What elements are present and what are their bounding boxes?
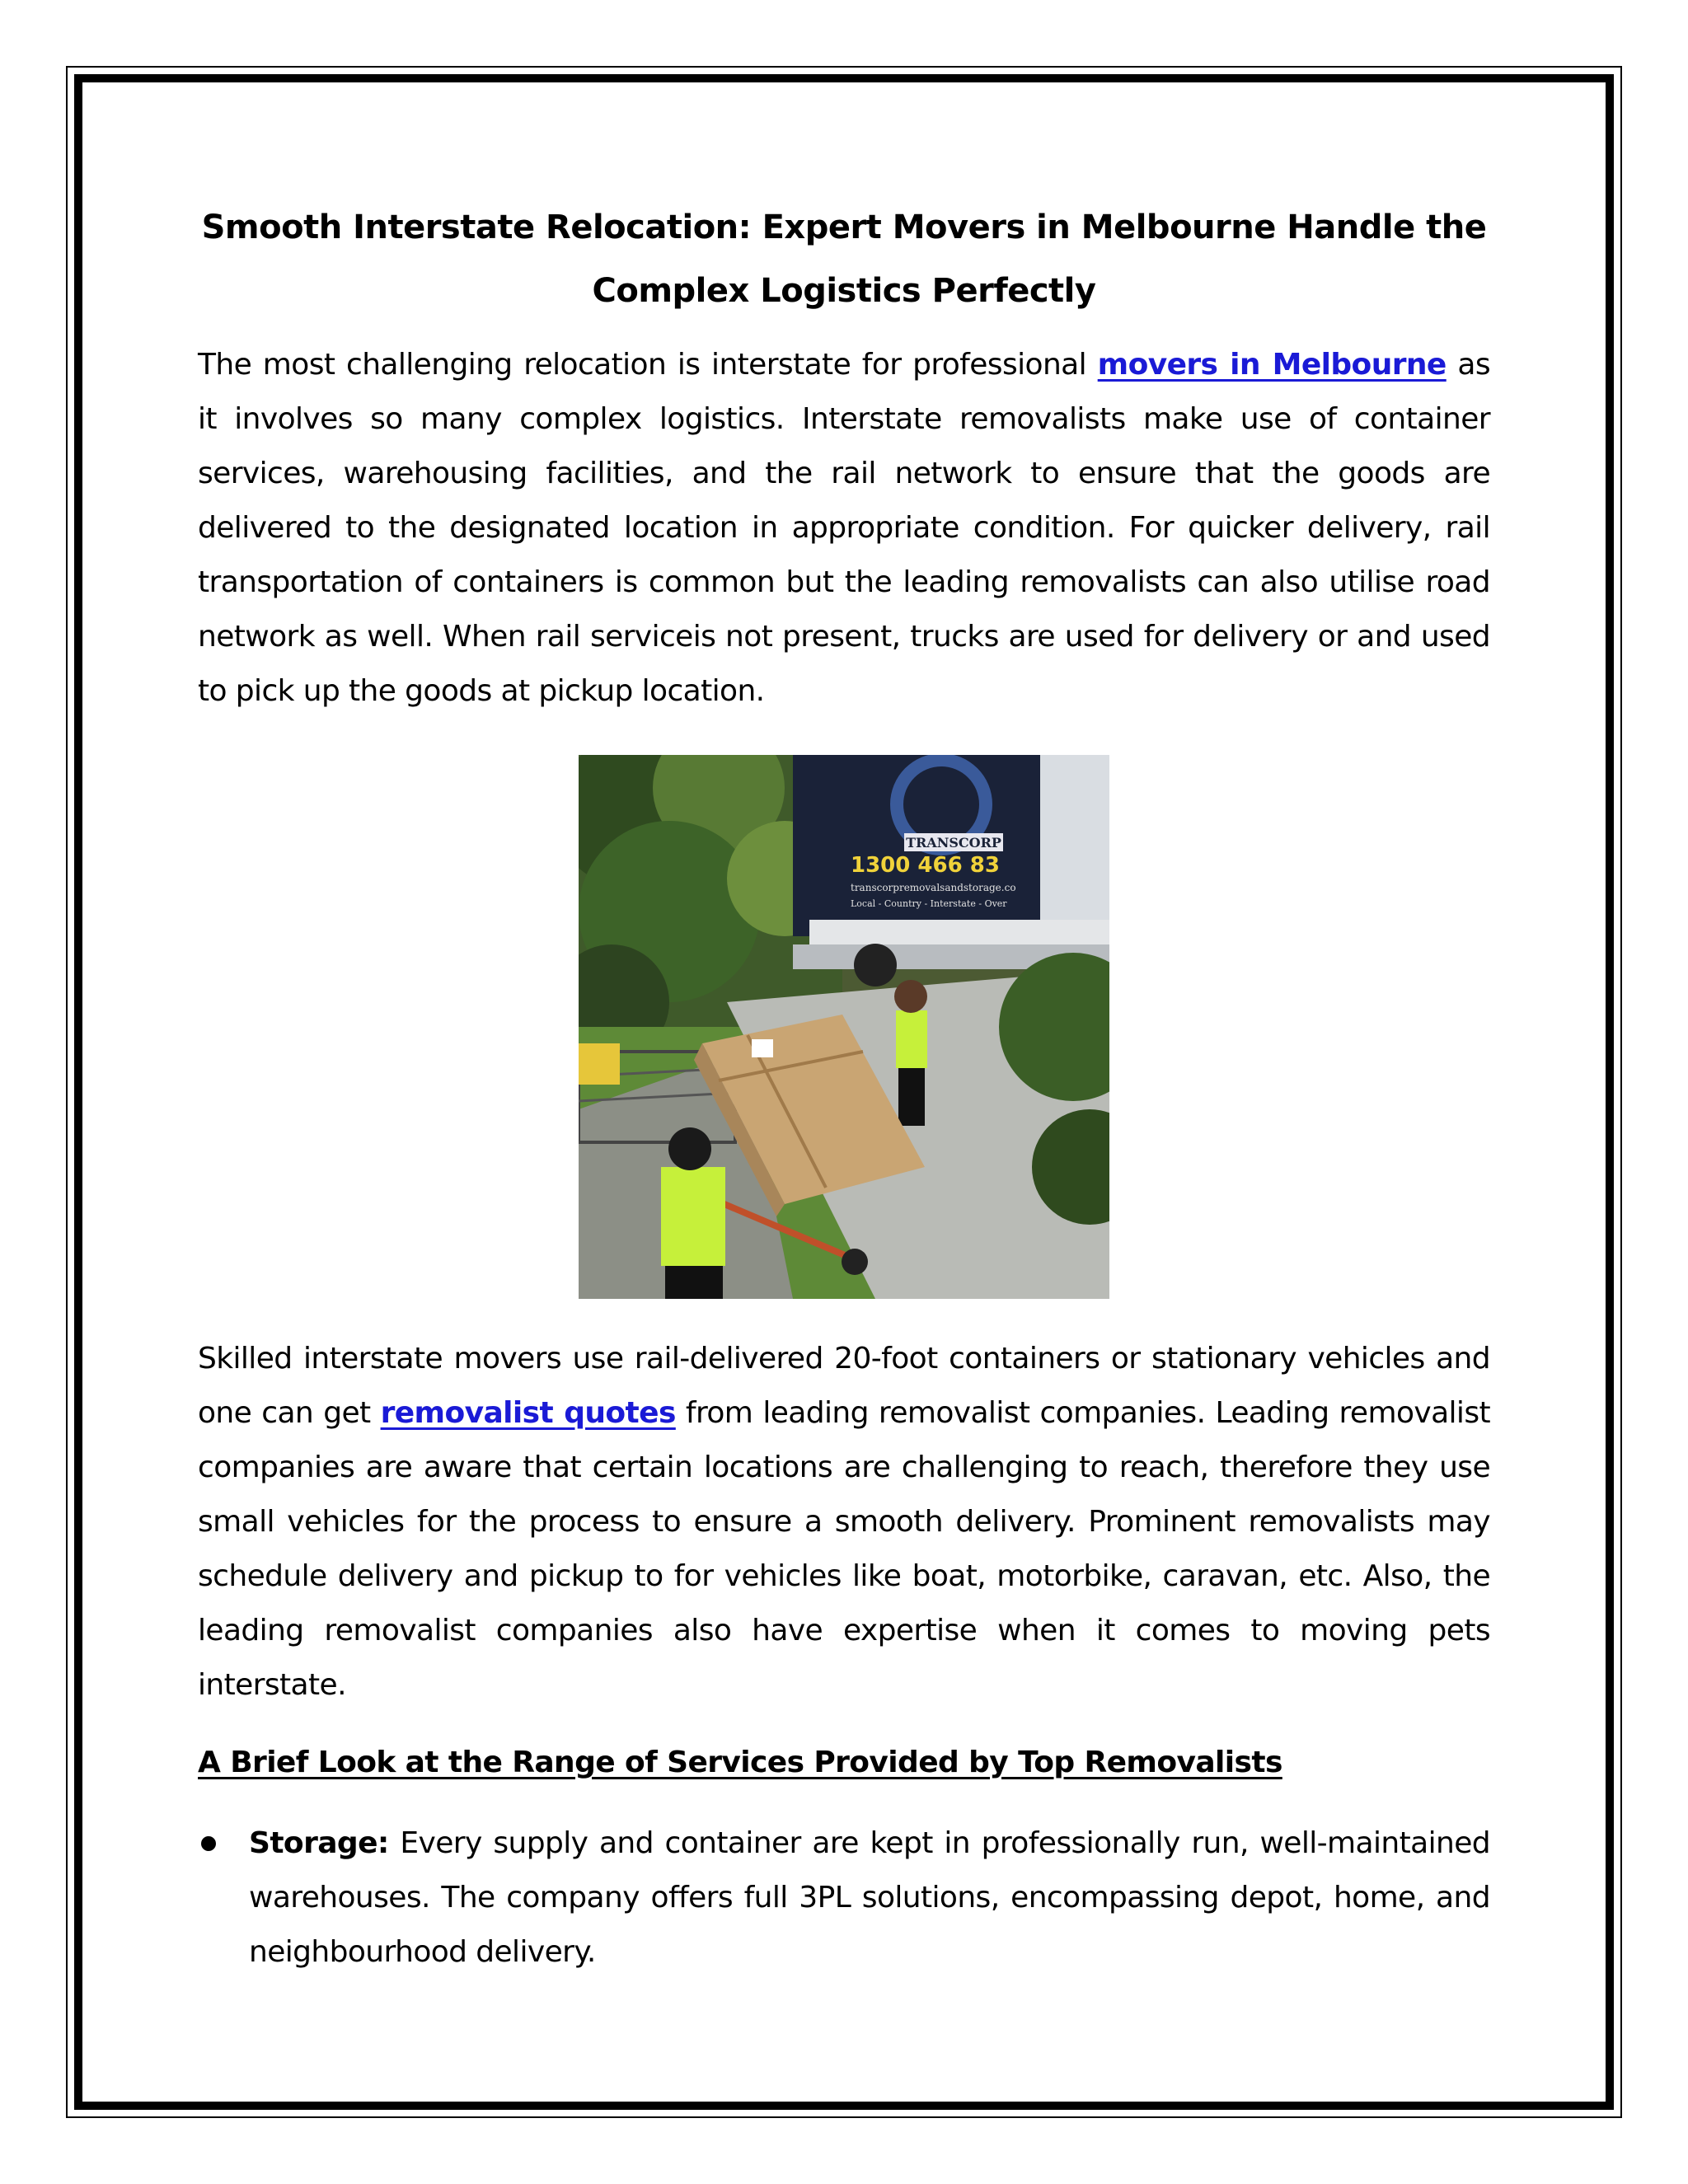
paragraph-interstate-text-start: Skilled interstate movers use rail-delivered 20-foot containers or stationary vehicles and one can get: [198, 1342, 1490, 1430]
bullet-icon: [201, 1836, 216, 1851]
service-description: Every supply and container are kept in professionally run, well-maintained warehouses. The company offers full 3PL solutions, encompassing depot, home, and neighbourhood delivery.: [249, 1826, 1490, 1969]
paragraph-interstate-movers: [198, 1332, 1490, 1713]
truck-phone-text: 1300 466 83: [851, 853, 1000, 878]
document-title: Smooth Interstate Relocation: Expert Movers in Melbourne Handle the Complex Logistics Perfectly: [201, 209, 1487, 310]
service-item-storage: [198, 1816, 1490, 1980]
services-section-heading: A Brief Look at the Range of Services Provided by Top Removalists: [198, 1746, 1282, 1779]
service-term: Storage:: [249, 1826, 389, 1860]
paragraph-intro: [198, 338, 1490, 719]
truck-website-text: transcorpremovalsandstorage.co: [851, 882, 1016, 893]
truck-brand-text: TRANSCORP: [906, 835, 1001, 851]
paragraph-intro-text-end: as it involves so many complex logistics. Interstate removalists make use of container services, warehousing facilities, and the rail network to ensure that the goods are delivered to the designated location in appropriate condition. For quicker delivery, rail transportation of containers is common but the leading removalists can also utilise road network as well. When rail serviceis not present, trucks are used for delivery or and used to pick up the goods at pickup location.: [198, 348, 1490, 708]
truck-tagline-text: Local - Country - Interstate - Over: [851, 898, 1007, 909]
removalist-quotes-link[interactable]: removalist quotes: [380, 1396, 676, 1430]
movers-in-melbourne-link[interactable]: movers in Melbourne: [1097, 348, 1447, 382]
paragraph-intro-text-start: The most challenging relocation is interstate for professional: [198, 348, 1098, 382]
services-list: [198, 1816, 1490, 1980]
document-content: [198, 196, 1490, 1980]
paragraph-interstate-text-end: from leading removalist companies. Leading removalist companies are aware that certain locations are challenging to reach, therefore they use small vehicles for the process to ensure a smooth delivery. Prominent removalists may schedule delivery and pickup to for vehicles like boat, motorbike, caravan, etc. Also, the leading removalist companies also have expertise when it comes to moving pets interstate.: [198, 1396, 1491, 1702]
movers-photo: [579, 755, 1109, 1299]
